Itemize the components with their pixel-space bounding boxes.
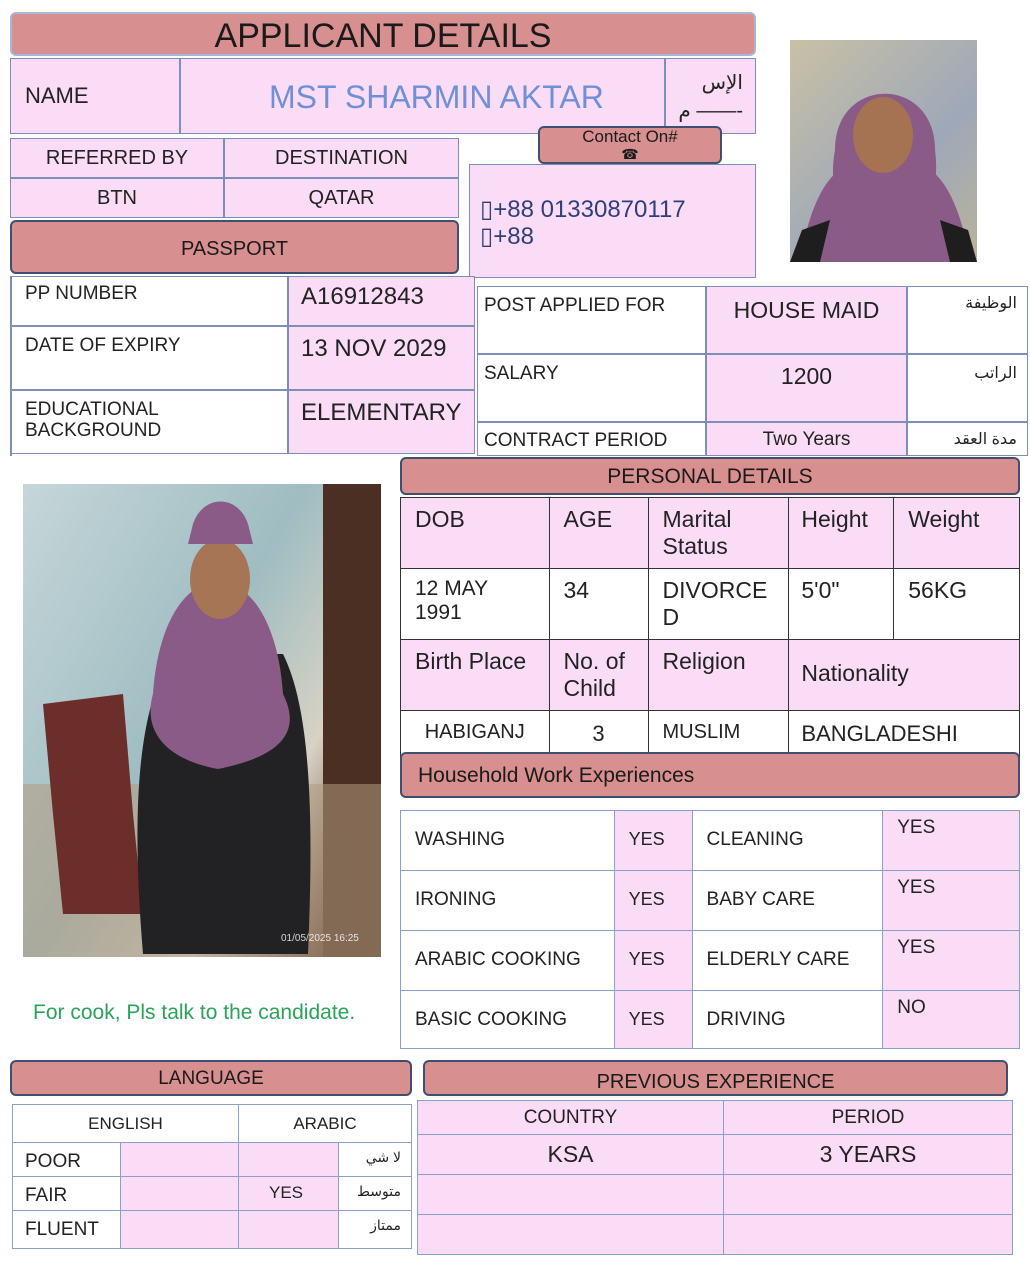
arabic-level-cell — [239, 1143, 339, 1177]
referred-by-label-cell — [10, 138, 224, 178]
pp-number-value: A16912843 — [301, 283, 424, 310]
education-value: ELEMENTARY — [301, 399, 462, 426]
destination-value-cell — [224, 178, 459, 218]
household-row — [401, 811, 615, 871]
height-header: Height — [801, 506, 868, 532]
language-table — [12, 1104, 412, 1249]
arabic-header-cell — [239, 1105, 412, 1143]
language-header — [10, 1060, 412, 1096]
country-header-cell — [418, 1101, 724, 1135]
pp-number-label-cell — [10, 276, 288, 326]
period-header-cell — [724, 1101, 1013, 1135]
language-title: LANGUAGE — [158, 1068, 264, 1089]
salary-arabic-cell — [907, 354, 1028, 422]
height-header-cell — [789, 498, 894, 569]
household-left-value-cell — [614, 811, 692, 871]
household-right-label-cell — [692, 931, 883, 991]
country-header: COUNTRY — [523, 1107, 618, 1128]
household-right-label-cell — [692, 871, 883, 931]
household-right-label: CLEANING — [706, 829, 804, 850]
post-arabic: الوظيفة — [965, 295, 1017, 312]
language-row-label: FAIR — [25, 1185, 68, 1206]
language-row-label-cell — [13, 1143, 121, 1177]
arabic-level-cell — [239, 1177, 339, 1211]
marital-header: Marital Status — [662, 506, 732, 559]
household-left-value: YES — [628, 889, 665, 909]
weight-header-cell — [894, 498, 1020, 569]
nationality-value: BANGLADESHI — [801, 721, 958, 746]
household-row — [401, 931, 615, 991]
english-level-cell — [121, 1211, 239, 1249]
left-border-line — [10, 276, 12, 456]
birthplace-value: HABIGANJ — [424, 721, 525, 743]
cook-note: For cook, Pls talk to the candidate. — [33, 1001, 356, 1024]
contact-label: Contact On# — [582, 127, 678, 146]
name-value-cell — [180, 58, 665, 134]
religion-header: Religion — [662, 648, 746, 674]
expiry-label-cell — [10, 326, 288, 390]
birthplace-header: Birth Place — [415, 648, 527, 674]
post-label: POST APPLIED FOR — [484, 295, 666, 316]
previous-experience-title: PREVIOUS EXPERIENCE — [596, 1071, 835, 1093]
experience-country-cell — [418, 1175, 724, 1215]
arabic-level-label-cell — [339, 1143, 412, 1177]
household-title: Household Work Experiences — [418, 764, 695, 787]
personal-details-title: PERSONAL DETAILS — [607, 465, 813, 488]
household-right-label: BABY CARE — [706, 889, 815, 910]
english-level-cell — [121, 1177, 239, 1211]
post-value: HOUSE MAID — [733, 297, 880, 323]
post-value-cell — [706, 286, 907, 354]
pp-number-value-cell — [288, 276, 475, 326]
salary-label-cell — [477, 354, 706, 422]
household-right-label-cell — [692, 991, 883, 1049]
household-right-value: YES — [897, 877, 936, 898]
destination-label: DESTINATION — [275, 147, 408, 169]
experience-country-cell — [418, 1215, 724, 1255]
contract-arabic-cell — [907, 422, 1028, 456]
household-left-value: YES — [628, 829, 665, 849]
applicant-full-photo — [23, 484, 381, 957]
referred-by-value-cell — [10, 178, 224, 218]
age-value-cell — [549, 569, 648, 640]
experience-country-cell — [418, 1135, 724, 1175]
period-header: PERIOD — [831, 1107, 905, 1128]
language-row-label: FLUENT — [25, 1219, 99, 1240]
birthplace-header-cell — [401, 640, 550, 711]
household-right-value-cell — [883, 871, 1020, 931]
household-right-value: YES — [897, 817, 936, 838]
household-right-value: YES — [897, 937, 936, 958]
arabic-level-label-cell — [339, 1211, 412, 1249]
education-value-cell — [288, 390, 475, 454]
height-value-cell — [789, 569, 894, 640]
language-row-label-cell — [13, 1177, 121, 1211]
children-header: No. of Child — [563, 648, 625, 701]
english-level-cell — [121, 1143, 239, 1177]
applicant-name: MST SHARMIN AKTAR — [269, 79, 604, 115]
contract-arabic: مدة العقد — [953, 431, 1017, 448]
destination-value: QATAR — [308, 187, 375, 209]
contract-label: CONTRACT PERIOD — [484, 430, 668, 451]
age-header-cell — [549, 498, 648, 569]
destination-label-cell — [224, 138, 459, 178]
household-right-value-cell — [883, 991, 1020, 1049]
children-value: 3 — [592, 721, 605, 746]
nationality-header-cell — [789, 640, 1020, 711]
phone-2[interactable]: ▯+88 — [480, 223, 534, 250]
arabic-level-label-cell — [339, 1177, 412, 1211]
children-header-cell — [549, 640, 648, 711]
salary-value-cell — [706, 354, 907, 422]
contract-value: Two Years — [762, 429, 851, 450]
experience-period-cell — [724, 1175, 1013, 1215]
household-left-value: YES — [628, 1009, 665, 1029]
education-label-cell — [10, 390, 288, 454]
experience-period-cell — [724, 1215, 1013, 1255]
dob-header-cell — [401, 498, 550, 569]
experience-country: KSA — [547, 1141, 594, 1167]
household-left-label: BASIC COOKING — [415, 1009, 568, 1030]
household-left-label: IRONING — [415, 889, 497, 910]
weight-value-cell — [894, 569, 1020, 640]
household-right-value-cell — [883, 811, 1020, 871]
post-label-cell — [477, 286, 706, 354]
expiry-value-cell — [288, 326, 475, 390]
household-row — [401, 871, 615, 931]
nationality-header: Nationality — [801, 660, 909, 686]
applicant-portrait-photo — [790, 40, 977, 262]
arabic-level: YES — [269, 1183, 304, 1202]
english-header: ENGLISH — [88, 1114, 163, 1133]
household-left-value: YES — [628, 949, 665, 969]
salary-arabic: الراتب — [974, 365, 1017, 382]
contract-label-cell — [477, 422, 706, 456]
household-header — [400, 752, 1020, 798]
name-label-cell — [10, 58, 180, 134]
household-left-value-cell — [614, 991, 692, 1049]
personal-details-header — [400, 457, 1020, 495]
passport-title: PASSPORT — [180, 238, 289, 260]
expiry-value: 13 NOV 2029 — [301, 335, 447, 362]
post-arabic-cell — [907, 286, 1028, 354]
language-row-label-cell — [13, 1211, 121, 1249]
salary-label: SALARY — [484, 363, 559, 384]
arabic-level-label: متوسط — [357, 1183, 401, 1199]
experience-period-cell — [724, 1135, 1013, 1175]
age-value: 34 — [563, 577, 590, 603]
arabic-level — [239, 1211, 338, 1217]
arabic-level-label: ممتاز — [370, 1217, 401, 1233]
contact-header — [538, 126, 722, 164]
household-right-label-cell — [692, 811, 883, 871]
contract-value-cell — [706, 422, 907, 456]
height-value: 5'0" — [801, 577, 840, 603]
arabic-level-cell — [239, 1211, 339, 1249]
religion-header-cell — [648, 640, 789, 711]
arabic-level-label: لا شي — [365, 1149, 401, 1165]
household-row — [401, 991, 615, 1049]
arabic-level — [239, 1143, 338, 1149]
marital-value: DIVORCE D — [662, 577, 768, 630]
household-right-label: DRIVING — [706, 1009, 786, 1030]
passport-header — [10, 220, 459, 274]
household-left-label: WASHING — [415, 829, 506, 850]
expiry-label: DATE OF EXPIRY — [25, 335, 181, 356]
english-header-cell — [13, 1105, 239, 1143]
salary-value: 1200 — [780, 363, 833, 389]
household-left-value-cell — [614, 871, 692, 931]
page-title: APPLICANT DETAILS — [214, 17, 552, 55]
phone-icon: ☎ — [621, 146, 639, 162]
age-header: AGE — [563, 506, 613, 532]
photo-timestamp: 01/05/2025 16:25 — [281, 933, 359, 944]
weight-value: 56KG — [908, 577, 968, 603]
marital-header-cell — [648, 498, 789, 569]
applicant-details-header — [10, 12, 756, 56]
name-label: NAME — [25, 83, 89, 108]
weight-header: Weight — [908, 506, 980, 532]
phone-1[interactable]: ▯+88 01330870117 — [480, 196, 686, 223]
arabic-header: ARABIC — [293, 1114, 357, 1133]
dob-value: 12 MAY 1991 — [415, 577, 488, 624]
name-arabic-label: الإس—— م- — [678, 72, 743, 122]
religion-value: MUSLIM — [662, 721, 741, 743]
referred-by-label: REFERRED BY — [45, 147, 189, 169]
previous-experience-table — [417, 1100, 1013, 1255]
contact-box — [469, 164, 756, 278]
personal-details-table — [400, 497, 1020, 759]
previous-experience-header — [423, 1060, 1008, 1096]
marital-value-cell — [648, 569, 789, 640]
household-right-label: ELDERLY CARE — [706, 949, 850, 970]
household-right-value-cell — [883, 931, 1020, 991]
phone-1-text: +88 01330870117 — [493, 196, 686, 223]
household-left-value-cell — [614, 931, 692, 991]
phone-2-text: +88 — [493, 223, 534, 250]
language-row-label: POOR — [25, 1151, 81, 1172]
pp-number-label: PP NUMBER — [25, 283, 138, 304]
dob-header: DOB — [415, 506, 465, 532]
education-label: EDUCATIONAL BACKGROUND — [25, 399, 162, 441]
dob-value-cell — [401, 569, 550, 640]
household-right-value: NO — [897, 997, 926, 1018]
experience-period: 3 YEARS — [819, 1141, 917, 1167]
household-left-label: ARABIC COOKING — [415, 949, 581, 970]
household-table — [400, 810, 1020, 1049]
name-arabic-cell — [665, 58, 756, 134]
referred-by-value: BTN — [97, 187, 137, 209]
